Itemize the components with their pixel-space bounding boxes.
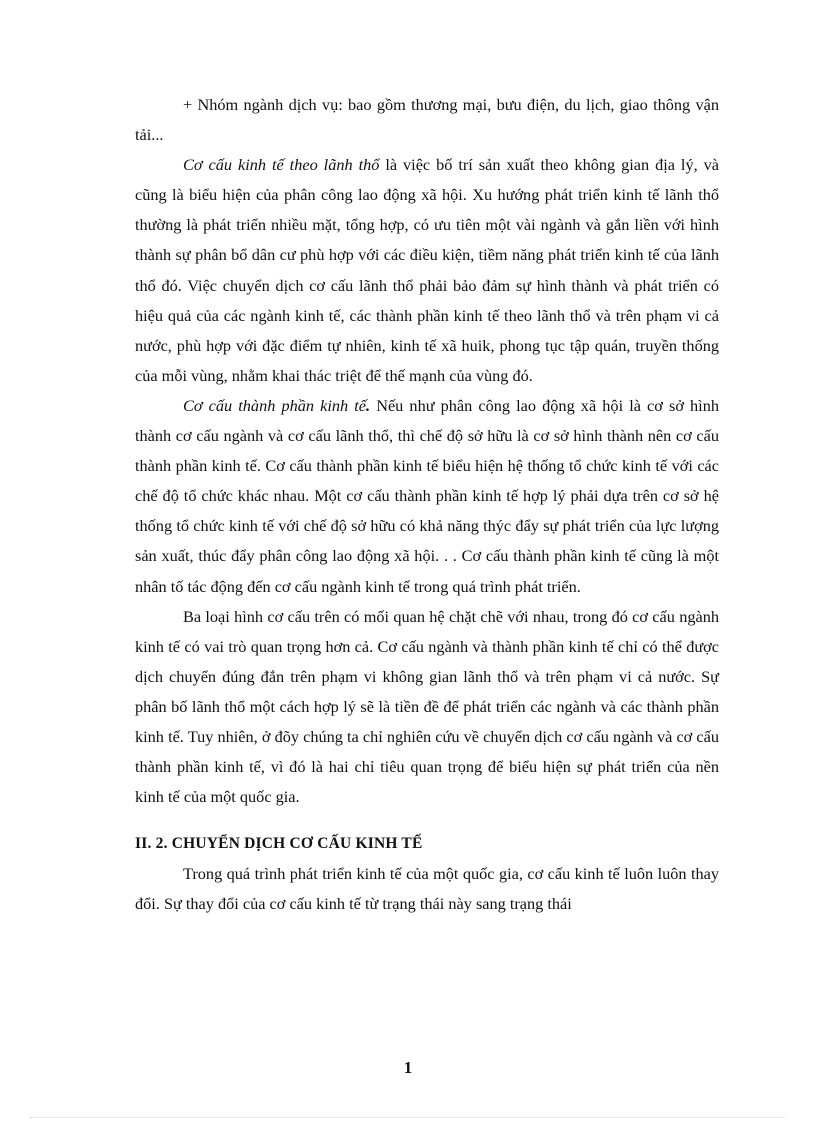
- paragraph-services-group: + Nhóm ngành dịch vụ: bao gồm thương mại, bưu điện, du lịch, giao thông vận tải...: [135, 95, 719, 145]
- page-bottom-divider: [30, 1117, 786, 1118]
- paragraph-ownership-structure-body: Nếu như phân công lao động xã hội là cơ sở hình thành cơ cấu ngành và cơ cấu lãnh thổ, thì chế độ sở hữu là cơ sở hình thành nên cơ cấu thành phần kinh tế. Cơ cấu thành phần kinh tế biểu hiện hệ thống tổ chức kinh tế với các chế độ tổ chức khác nhau. Một cơ cấu thành phần kinh tế hợp lý phải dựa trên cơ sở hệ thống tổ chức kinh tế với chế độ sở hữu có khả năng thýc đẩy sự phát triển của lực lượng sản xuất, thúc đẩy phân công lao động xã hội. . . Cơ cấu thành phần kinh tế cũng là một nhân tố tác động đến cơ cấu ngành kinh tế trong quá trình phát triển.: [135, 395, 719, 596]
- paragraph-three-structures: Ba loại hình cơ cấu trên có mối quan hệ chặt chẽ với nhau, trong đó cơ cấu ngành kinh tế có vai trò quan trọng hơn cả. Cơ cấu ngành và thành phần kinh tế chỉ có thể được dịch chuyển đúng đắn trên phạm vi không gian lãnh thổ và trên phạm vi cả nước. Sự phân bố lãnh thổ một cách hợp lý sẽ là tiền đề để phát triển các ngành và các thành phần kinh tế. Tuy nhiên, ở đõy chúng ta chỉ nghiên cứu về chuyển dịch cơ cấu ngành và cơ cấu thành phần kinh tế, vì đó là hai chỉ tiêu quan trọng để biểu hiện sự phát triển của nền kinh tế của một quốc gia.: [135, 606, 719, 807]
- paragraph-territorial-structure: [135, 150, 719, 391]
- term-ownership-structure: Cơ cấu thành phần kinh tế: [183, 395, 367, 415]
- paragraph-territorial-structure-body: là việc bố trí sản xuất theo không gian địa lý, và cũng là biểu hiện của phân công lao động xã hội. Xu hướng phát triển kinh tế lãnh thổ thường là phát triển nhiều mặt, tổng hợp, có ưu tiên một vài ngành và gắn liền với hình thành sự phân bổ dân cư phù hợp với các điều kiện, tiềm năng phát triển kinh tế của lãnh thổ đó. Việc chuyển dịch cơ cấu lãnh thổ phải bảo đảm sự hình thành và phát triển có hiệu quả của các ngành kinh tế, các thành phần kinh tế theo lãnh thổ và trên phạm vi cả nước, phù hợp với đặc điểm tự nhiên, kinh tế xã huik, phong tục tập quán, truyền thống của mỗi vùng, nhằm khai thác triệt để thế mạnh của vùng đó.: [135, 155, 719, 385]
- paragraph-ownership-structure: [135, 391, 719, 602]
- paragraph-structural-change: Trong quá trình phát triển kinh tế của một quốc gia, cơ cấu kinh tế luôn luôn thay đổi. Sự thay đổi của cơ cấu kinh tế từ trạng thái này sang trạng thái: [135, 864, 719, 914]
- section-heading: II. 2. CHUYỂN DỊCH CƠ CẤU KINH TẾ: [135, 835, 423, 853]
- page-number: 1: [403, 1058, 413, 1077]
- term-ownership-structure-dot: .: [366, 395, 371, 415]
- term-territorial-structure: Cơ cấu kinh tế theo lãnh thổ: [183, 155, 380, 175]
- body-text: [135, 90, 719, 920]
